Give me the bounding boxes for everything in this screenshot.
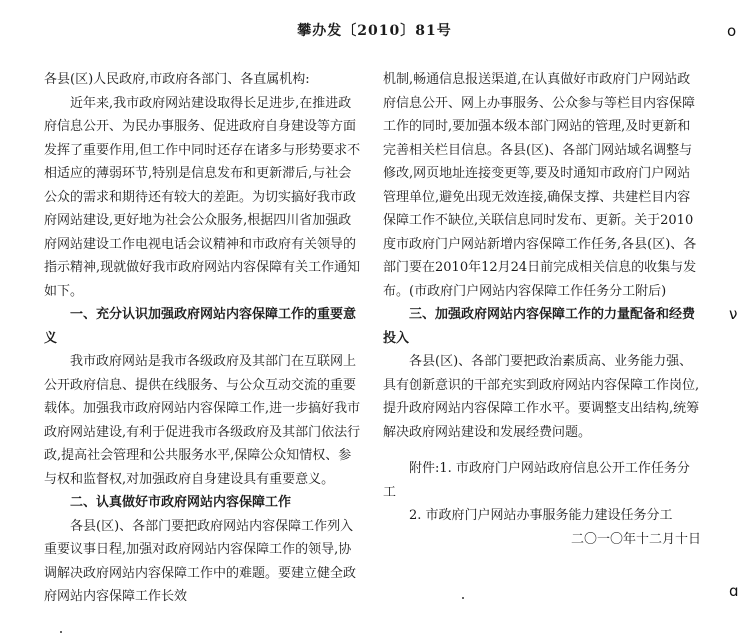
salutation: 各县(区)人民政府,市政府各部门、各直属机构: [44, 72, 310, 87]
section-heading-2: 二、认真做好市政府网站内容保障工作 [70, 495, 292, 510]
scan-speck [462, 597, 464, 599]
scan-speck [60, 631, 62, 633]
right-column [383, 68, 701, 551]
margin-mark-top: o [727, 22, 737, 40]
issue-date: 二〇一〇年十二月十日 [570, 531, 701, 547]
section-3-paragraph: 各县(区)、各部门要把政治素质高、业务能力强、具有创新意识的干部充实到政府网站内容保障工作岗位,提升政府网站内容保障工作水平。要调整支出结构,统筹解决政府网站建设和发展经费问题。 [383, 354, 700, 440]
attachment-1: 附件:1. 市政府门户网站政府信息公开工作任务分工 [383, 461, 690, 500]
section-2-paragraph: 各县(区)、各部门要把政府网站内容保障工作列入重要议事日程,加强对政府网站内容保障工作的领导,协调解决政府网站内容保障工作中的难题。要建立健全政府网站内容保障工作长效 [44, 518, 357, 604]
attachment-2: 2. 市政府门户网站办事服务能力建设任务分工 [409, 508, 673, 523]
left-column [44, 68, 362, 609]
margin-mark-middle: ν [729, 305, 738, 323]
section-2-continuation: 机制,畅通信息报送渠道,在认真做好市政府门户网站政府信息公开、网上办事服务、公众参与等栏目内容保障工作的同时,要加强本级本部门网站的管理,及时更新和完善相关栏目信息。各县(区)、各部门网站域名调整与修改,网页地址连接变更等,要及时通知市政府门户网站管理单位,避免出现无效连接,确保支撑、共建栏目内容保障工作不缺位,关联信息同时发布、更新。关于2010度市政府门户网站新增内容保障工作任务,各县(区)、各部门要在2010年12月24日前完成相关信息的收集与发布。(市政府门户网站内容保障工作任务分工附后) [383, 72, 697, 299]
document-number: 攀办发〔2010〕81号 [297, 23, 452, 39]
margin-mark-bottom: ɑ [729, 582, 739, 600]
section-heading-1: 一、充分认识加强政府网站内容保障工作的重要意义 [44, 307, 357, 346]
section-heading-3: 三、加强政府网站内容保障工作的力量配备和经费投入 [383, 307, 696, 346]
section-1-paragraph: 我市政府网站是我市各级政府及其部门在互联网上公开政府信息、提供在线服务、与公众互动交流的重要载体。加强我市政府网站内容保障工作,进一步搞好我市政府网站建设,有利于促进我市各级政府及其部门依法行政,提高社会管理和公共服务水平,保障公众知情权、参与权和监督权,对加强政府自身建设具有重要意义。 [44, 354, 361, 487]
intro-paragraph: 近年来,我市政府网站建设取得长足进步,在推进政府信息公开、为民办事服务、促进政府自身建设等方面发挥了重要作用,但工作中同时还存在诸多与形势要求不相适应的薄弱环节,特别是信息发布和更新滞后,与社会公众的需求和期待还有较大的差距。为切实搞好我市政府网站建设,更好地为社会公众服务,根据四川省加强政府网站建设工作电视电话会议精神和市政府有关领导的指示精神,现就做好我市政府网站内容保障有关工作通知如下。 [44, 95, 361, 299]
